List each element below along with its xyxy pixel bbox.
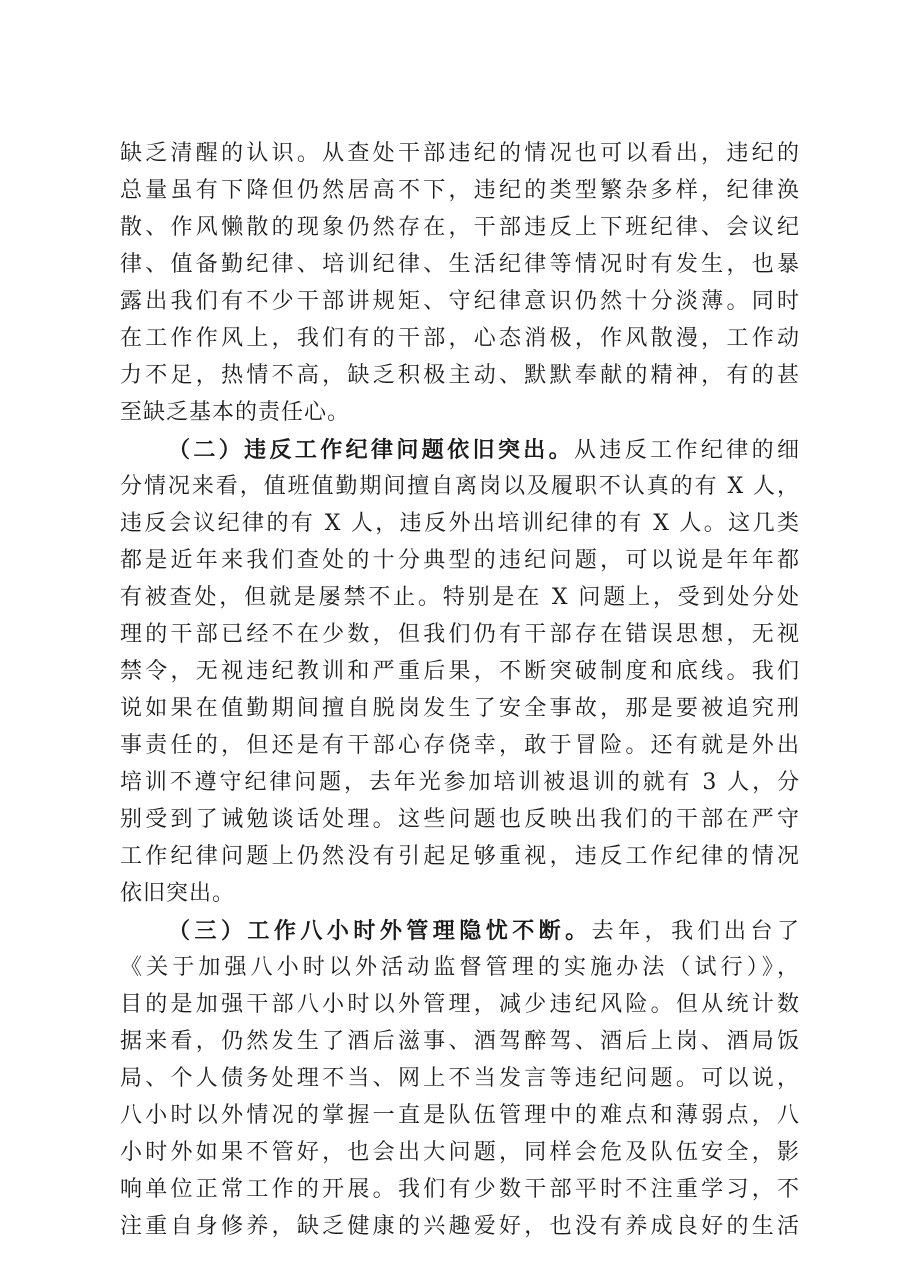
paragraph-line: 违反会议纪律的有 X 人，违反外出培训纪律的有 X 人。这几类 bbox=[120, 511, 800, 536]
paragraph-line: 别受到了诫勉谈话处理。这些问题也反映出我们的干部在严守 bbox=[120, 807, 800, 832]
section-3-heading: （三）工作八小时外管理隐忧不断。 bbox=[168, 918, 592, 944]
paragraph-line: 律、值备勤纪律、培训纪律、生活纪律等情况时有发生，也暴 bbox=[120, 252, 800, 277]
paragraph-line: 至缺乏基本的责任心。 bbox=[120, 400, 351, 425]
paragraph-line: 注重自身修养，缺乏健康的兴趣爱好，也没有养成良好的生活 bbox=[120, 1214, 800, 1239]
section-2-first-line bbox=[168, 434, 800, 466]
paragraph-line: 有被查处，但就是屡禁不止。特别是在 X 问题上，受到处分处 bbox=[120, 585, 800, 610]
paragraph-line: 力不足，热情不高，缺乏积极主动、默默奉献的精神，有的甚 bbox=[120, 363, 800, 388]
paragraph-line: 培训不遵守纪律问题，去年光参加培训被退训的就有 3 人，分 bbox=[120, 770, 800, 795]
section-2-first-line-text: 从违反工作纪律的细 bbox=[573, 438, 800, 463]
paragraph-line: 说如果在值勤期间擅自脱岗发生了安全事故，那是要被追究刑 bbox=[120, 696, 800, 721]
paragraph-line: 响单位正常工作的开展。我们有少数干部平时不注重学习，不 bbox=[120, 1177, 800, 1202]
paragraph-line: 散、作风懒散的现象仍然存在，干部违反上下班纪律、会议纪 bbox=[120, 215, 800, 240]
paragraph-line: 总量虽有下降但仍然居高不下，违纪的类型繁杂多样，纪律涣 bbox=[120, 178, 800, 203]
paragraph-line: 《关于加强八小时以外活动监督管理的实施办法（试行）》， bbox=[120, 955, 800, 980]
paragraph-line: 事责任的，但还是有干部心存侥幸，敢于冒险。还有就是外出 bbox=[120, 733, 800, 758]
section-3-first-line-text: 去年，我们出台了 bbox=[591, 919, 800, 944]
paragraph-line: 理的干部已经不在少数，但我们仍有干部存在错误思想，无视 bbox=[120, 622, 800, 647]
paragraph-line: 禁令，无视违纪教训和严重后果，不断突破制度和底线。我们 bbox=[120, 659, 800, 684]
paragraph-line: 分情况来看，值班值勤期间擅自离岗以及履职不认真的有 X 人， bbox=[120, 474, 800, 499]
paragraph-line: 目的是加强干部八小时以外管理，减少违纪风险。但从统计数 bbox=[120, 992, 800, 1017]
paragraph-line: 都是近年来我们查处的十分典型的违纪问题，可以说是年年都 bbox=[120, 548, 800, 573]
paragraph-line: 小时外如果不管好，也会出大问题，同样会危及队伍安全，影 bbox=[120, 1140, 800, 1165]
paragraph-line: 八小时以外情况的掌握一直是队伍管理中的难点和薄弱点，八 bbox=[120, 1103, 800, 1128]
paragraph-line: 缺乏清醒的认识。从查处干部违纪的情况也可以看出，违纪的 bbox=[120, 141, 800, 166]
section-2-heading: （二）违反工作纪律问题依旧突出。 bbox=[168, 437, 574, 463]
paragraph-line: 露出我们有不少干部讲规矩、守纪律意识仍然十分淡薄。同时 bbox=[120, 289, 800, 314]
paragraph-line: 依旧突出。 bbox=[120, 881, 236, 906]
section-3-first-line bbox=[168, 915, 800, 947]
paragraph-line: 工作纪律问题上仍然没有引起足够重视，违反工作纪律的情况 bbox=[120, 844, 800, 869]
paragraph-line: 在工作作风上，我们有的干部，心态消极，作风散漫，工作动 bbox=[120, 326, 800, 351]
paragraph-line: 据来看，仍然发生了酒后滋事、酒驾醉驾、酒后上岗、酒局饭 bbox=[120, 1029, 800, 1054]
paragraph-line: 局、个人债务处理不当、网上不当发言等违纪问题。可以说， bbox=[120, 1066, 800, 1091]
